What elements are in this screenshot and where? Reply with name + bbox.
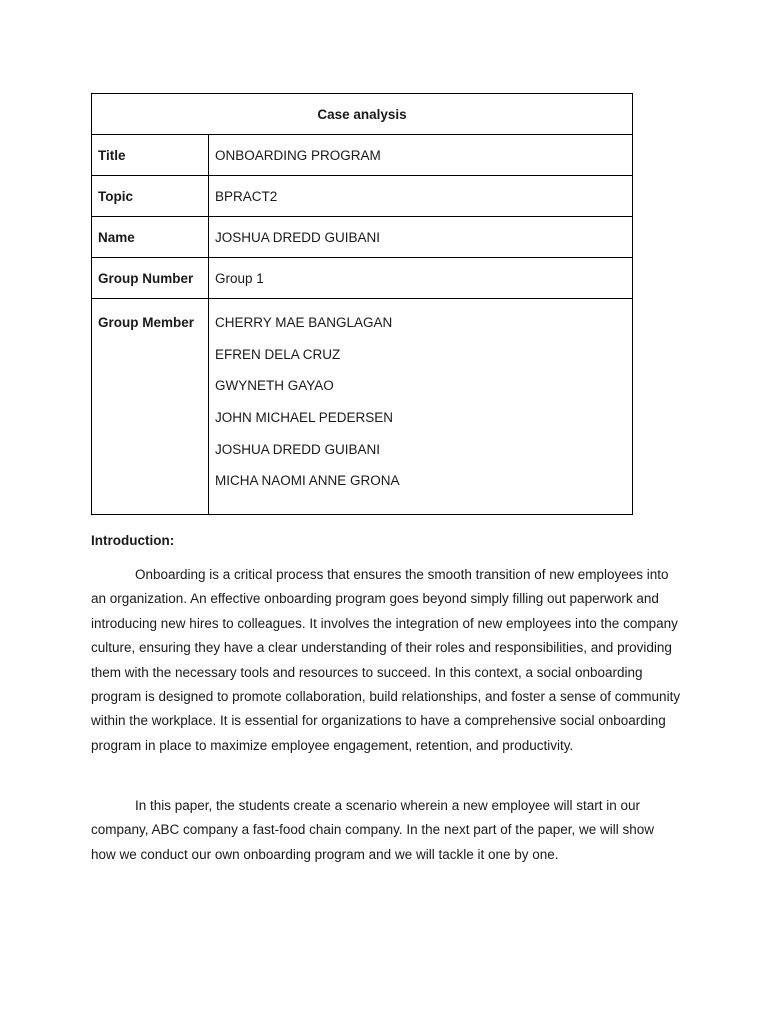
table-row	[92, 258, 633, 299]
row-value-topic: BPRACT2	[209, 176, 633, 217]
row-label-topic: Topic	[92, 176, 209, 217]
row-value-title: ONBOARDING PROGRAM	[209, 135, 633, 176]
case-analysis-table	[91, 93, 633, 515]
group-member-item: GWYNETH GAYAO	[215, 378, 334, 394]
group-members-cell	[209, 299, 633, 515]
group-member-item: JOHN MICHAEL PEDERSEN	[215, 410, 394, 426]
introduction-paragraph: Onboarding is a critical process that ensures the smooth transition of new employees into an organization. An effective onboarding program goes beyond simply filling out paperwork and introducing new hires to colleagues. It involves the integration of new employees into the company culture, ensuring they have a clear understanding of their roles and responsibilities, and providing them with the necessary tools and resources to succeed. In this context, a social onboarding program is designed to promote collaboration, build relationships, and foster a sense of community within the workplace. It is essential for organizations to have a comprehensive social onboarding program in place to maximize employee engagement, retention, and productivity.	[91, 567, 681, 753]
group-member-item: MICHA NAOMI ANNE GRONA	[215, 473, 400, 489]
table-row	[92, 217, 633, 258]
row-label-title: Title	[92, 135, 209, 176]
group-member-item: EFREN DELA CRUZ	[215, 346, 341, 362]
row-value-name: JOSHUA DREDD GUIBANI	[209, 217, 633, 258]
row-label-name: Name	[92, 217, 209, 258]
table-row	[92, 135, 633, 176]
introduction-heading: Introduction:	[91, 533, 175, 548]
table-header: Case analysis	[92, 94, 633, 135]
group-members-list	[215, 315, 632, 505]
table-row	[92, 176, 633, 217]
group-member-item: CHERRY MAE BANGLAGAN	[215, 315, 393, 330]
row-label-group-number: Group Number	[92, 258, 209, 299]
group-member-item: JOSHUA DREDD GUIBANI	[215, 441, 381, 457]
table-row	[92, 299, 633, 515]
introduction-paragraph: In this paper, the students create a scenario wherein a new employee will start in our company, ABC company a fast-food chain company. In the next part of the paper, we will show how we conduct our own onboarding program and we will tackle it one by one.	[91, 798, 655, 862]
row-value-group-number: Group 1	[209, 258, 633, 299]
row-label-group-member: Group Member	[92, 299, 209, 515]
